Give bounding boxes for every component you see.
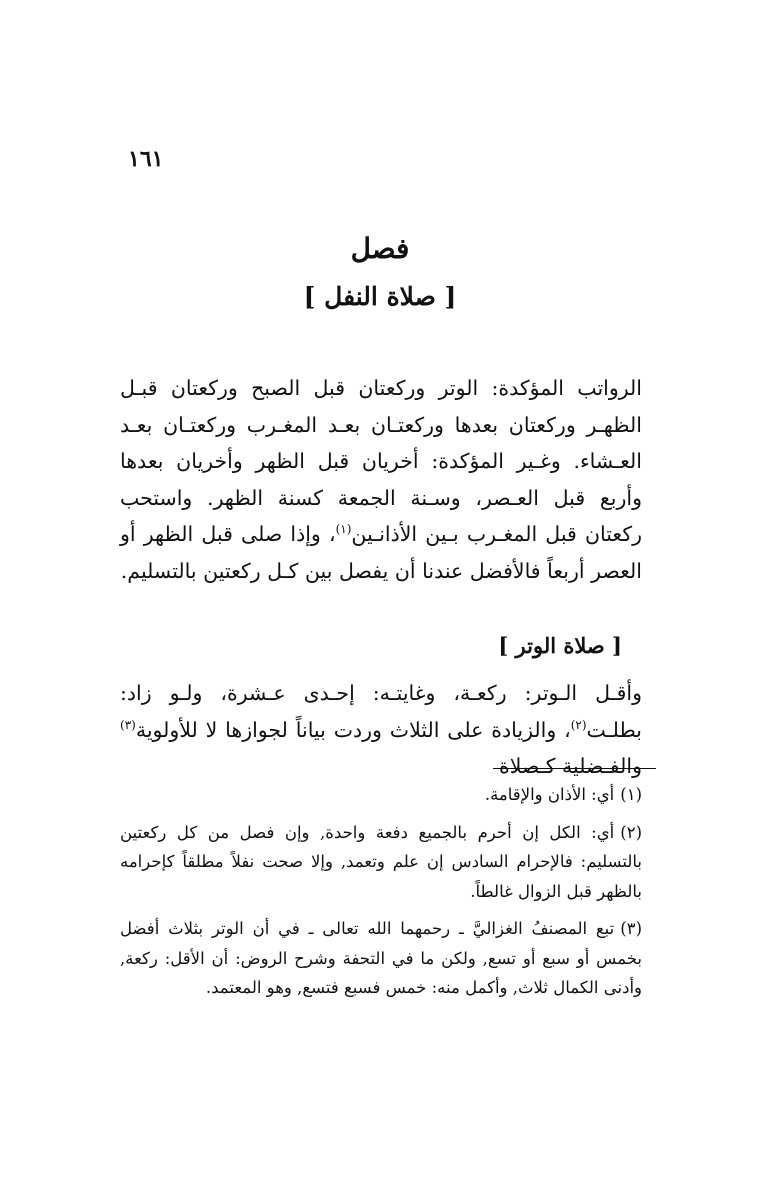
footnote-number: (٢) — [620, 822, 642, 842]
footnote-text: أي: الكل إن أحرم بالجميع دفعة واحدة, وإن فصل من كل ركعتين بالتسليم: فالإحرام السادس إن علم وتعمد, وإلا صحت نفلاً مطلقاً كإحرامه بالظهر قبل الزوال غالطاً. — [120, 822, 642, 901]
footnote-text: أي: الأذان والإقامة. — [484, 785, 615, 804]
footnote-separator — [493, 768, 656, 769]
footnote-number: (١) — [620, 785, 642, 804]
subheading-witr: [ صلاة الوتر ] — [498, 633, 622, 658]
section-title: [ صلاة النفل ] — [303, 282, 457, 311]
paragraph-rawatib — [120, 370, 642, 589]
footnote-text: تبع المصنفُ الغزاليَّ ـ رحمهما الله تعالى ـ في أن الوتر بثلاث أفضل بخمس أو سبع أو تسع, ولكن ما في التحفة وشرح الروض: أن الأقل: ركعة, وأدنى الكمال ثلاث, وأكمل منه: خمس فسبع فتسع, وهو المعتمد. — [120, 919, 642, 997]
footnote-ref-3: (٣) — [120, 717, 136, 732]
chapter-title: فصل — [350, 232, 410, 265]
paragraph-text-continued: ، وإذا صلى قبل الظهر أو العصر أربعاً فالأفضل عندنا أن يفصل بين كـل ركعتين بالتسليم. — [120, 522, 642, 583]
paragraph-text-end: والفـضلية كـصلاة — [499, 754, 642, 778]
paragraph-text: الرواتب المؤكدة: الوتر وركعتان قبل الصبح وركعتان قبـل الظهـر وركعتان بعدها وركعتـان بعـد المغـرب وركعتـان بعـد العـشاء. وغـير المؤكدة: أخريان قبل الظهر وأخريان بعدها وأربع قبل العـصر، وسـنة الجمعة كسنة الظهر. واستحب ركعتان قبل المغـرب بـين الأذانـين — [120, 376, 642, 546]
footnote-number: (٣) — [620, 919, 642, 938]
footnote-3 — [120, 914, 642, 1003]
page-number: ١٦١ — [128, 146, 164, 172]
footnote-1 — [120, 780, 642, 810]
paragraph-text: وأقـل الـوتر: ركعـة، وغايتـه: إحـدى عـشرة، ولـو زاد: بطلـت — [120, 681, 642, 742]
footnote-2 — [120, 818, 642, 907]
footnote-ref-1: (١) — [335, 522, 352, 537]
paragraph-text-continued: ، والزيادة على الثلاث وردت بياناً لجوازها لا للأولوية — [135, 717, 571, 742]
footnote-ref-2: (٢) — [570, 717, 587, 732]
footnotes — [120, 780, 642, 1011]
